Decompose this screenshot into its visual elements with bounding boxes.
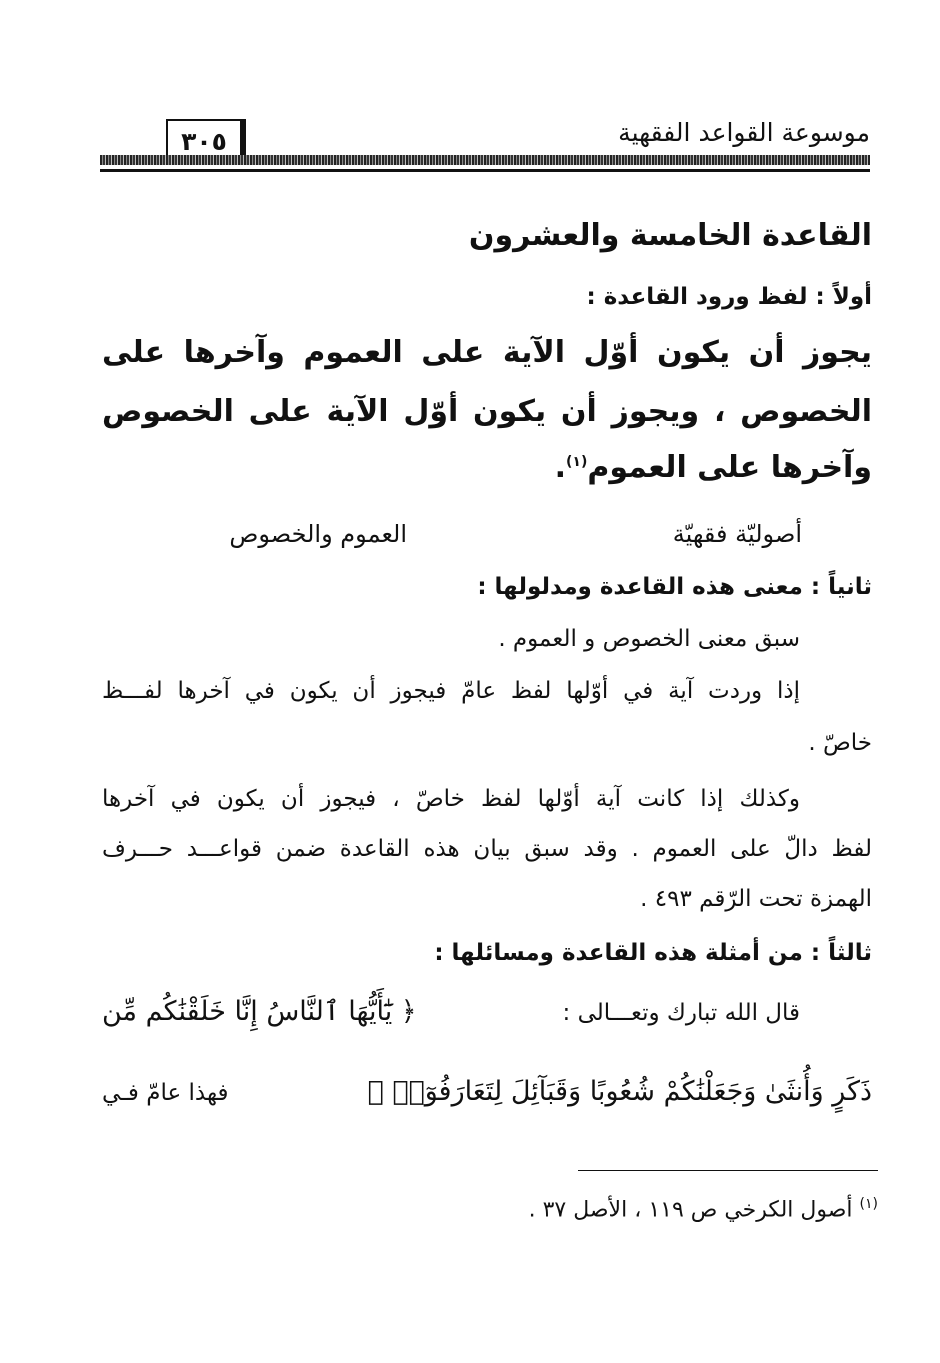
header-rule-band — [100, 155, 870, 165]
after-quran-text: فهذا عامّ فـي — [102, 1080, 229, 1106]
meaning-line-4: وكذلك إذا كانت آية أوّلها لفظ خاصّ ، فيجوز أن يكون في آخرها — [102, 786, 800, 812]
tag-usuliyya: أصوليّة فقهيّة — [672, 520, 802, 548]
quran-verse-part-2: ذَكَرٍ وَأُنثَىٰ وَجَعَلْنَٰكُمْ شُعُوبًا وَقَبَآئِلَ لِتَعَارَفُوٓا۟ ﴾ — [367, 1076, 872, 1107]
rule-line-3 — [555, 450, 872, 485]
page-number: ٣٠٥ — [166, 119, 246, 161]
rule-line-2: الخصوص ، ويجوز أن يكون أوّل الآية على الخصوص — [102, 394, 872, 429]
footnote — [529, 1196, 878, 1222]
quran-line-1-row — [102, 996, 800, 1027]
footnote-marker: (١) — [565, 454, 588, 470]
section-2-heading: ثانياً : معنى هذه القاعدة ومدلولها : — [477, 574, 872, 600]
meaning-line-5: لفظ دالّ على العموم . وقد سبق بيان هذه القاعدة ضمن قواعـــد حـــرف — [102, 836, 872, 862]
header-rule-line — [100, 169, 870, 172]
footnote-rule — [578, 1170, 878, 1171]
section-1-heading: أولاً : لفظ ورود القاعدة : — [586, 284, 872, 310]
meaning-line-1: سبق معنى الخصوص و العموم . — [498, 626, 800, 652]
footnote-text: أصول الكرخي ص ١١٩ ، الأصل ٣٧ . — [528, 1197, 853, 1223]
tag-umum-khusus: العموم والخصوص — [229, 520, 407, 548]
rule-title: القاعدة الخامسة والعشرون — [468, 218, 872, 253]
meaning-line-3: خاصّ . — [808, 730, 872, 756]
rule-end: . — [554, 450, 566, 485]
quran-verse-part-1: ﴿ يَٰٓأَيُّهَا ٱلنَّاسُ إِنَّا خَلَقْنَٰكُم مِّن — [102, 996, 417, 1027]
rule-line-3-text: وآخرها على العموم — [587, 450, 872, 485]
example-intro: قال الله تبارك وتعـــالى : — [562, 1000, 800, 1026]
section-3-heading: ثالثاً : من أمثلة هذه القاعدة ومسائلها : — [434, 940, 872, 966]
quran-line-2-row — [102, 1076, 872, 1107]
rule-line-1: يجوز أن يكون أوّل الآية على العموم وآخرها على — [102, 335, 872, 370]
footnote-number: (١) — [859, 1196, 878, 1212]
meaning-line-2: إذا وردت آية في أوّلها لفظ عامّ فيجوز أن يكون في آخرها لفـــظ — [102, 678, 800, 704]
running-title: موسوعة القواعد الفقهية — [618, 118, 870, 147]
meaning-line-6: الهمزة تحت الرّقم ٤٩٣ . — [640, 886, 872, 912]
